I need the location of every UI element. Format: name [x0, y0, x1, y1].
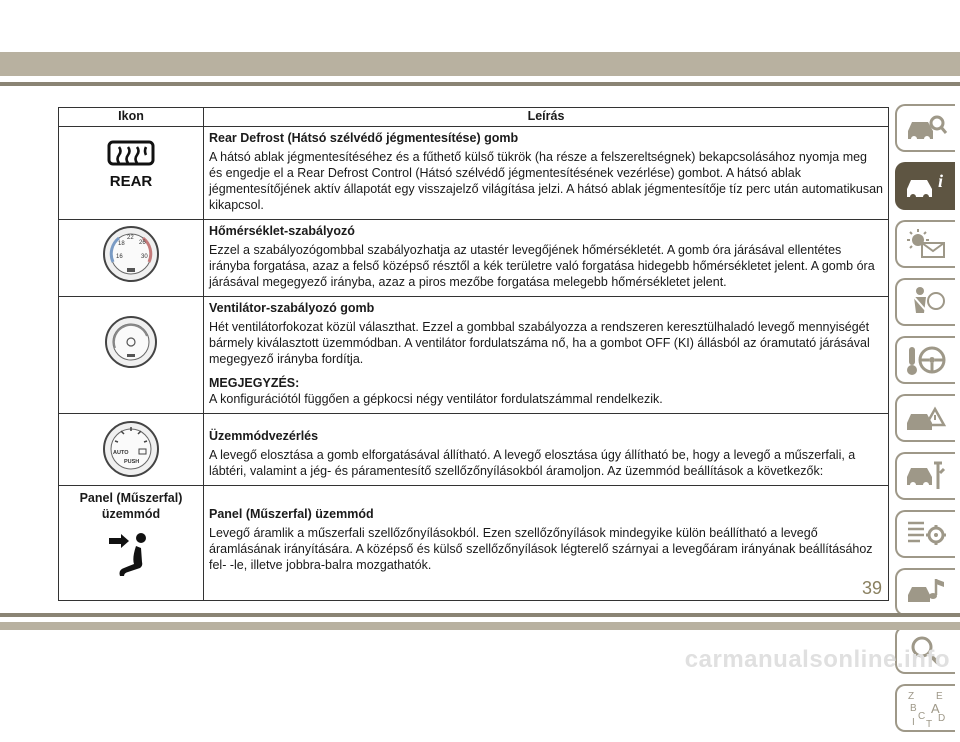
svg-text:D: D — [938, 713, 946, 724]
icon-cell — [59, 486, 204, 601]
icon-cell — [59, 127, 204, 220]
svg-text:C: C — [918, 711, 926, 722]
description-cell — [204, 297, 889, 414]
rear-icon-text: REAR — [109, 173, 153, 190]
chapter-tab[interactable] — [895, 510, 955, 558]
svg-text:I: I — [912, 717, 915, 727]
svg-text:26: 26 — [139, 240, 146, 246]
steering-key-icon — [904, 343, 948, 377]
car-service-tools-icon — [904, 459, 948, 493]
note-title: MEGJEGYZÉS: — [209, 376, 300, 390]
svg-text:i: i — [938, 171, 944, 191]
header-icon: Ikon — [59, 108, 204, 127]
description-cell — [204, 127, 889, 220]
watermark: carmanualsonline.info — [684, 646, 950, 673]
svg-text:B: B — [910, 703, 917, 714]
row-body: A levegő elosztása a gomb elforgatásával állítható. A levegő elosztása úgy állítható be, hogy a levegő a műszerfali, a lábtéri, valamint a jég- és páramentesítő szellőzőnyílásokból áramoljon. Az üzemmód beállítások a következők: — [209, 448, 856, 478]
row-body: A hátsó ablak jégmentesítéséhez és a fűthető külső tükrök (ha része a felszereltségnek) bekapcsolásához nyomja meg és engedje el a Rear Defrost Control (Hátsó szélvédő jégmentesítésének vezérlése) gombot. A hátsó ablak jégmentesítőjének aktív állapotát egy visszajelző világítása jelzi. A hátsó ablak jégmentesítője tíz perc után automatikusan kikapcsol. — [209, 150, 883, 212]
header-rule — [0, 82, 960, 86]
mode-knob-icon — [101, 419, 161, 479]
car-info-icon — [904, 169, 948, 203]
table-row — [59, 414, 889, 486]
description-cell — [204, 414, 889, 486]
chapter-tab[interactable] — [895, 104, 955, 152]
specifications-gear-icon — [904, 517, 948, 551]
svg-text:18: 18 — [118, 241, 125, 247]
seatbelt-airbag-icon — [904, 285, 948, 319]
temperature-knob-icon — [101, 224, 161, 284]
chapter-tab[interactable] — [895, 684, 955, 732]
table-row — [59, 127, 889, 220]
svg-text:PUSH: PUSH — [124, 459, 140, 465]
svg-text:30: 30 — [141, 254, 148, 260]
chapter-tab[interactable] — [895, 278, 955, 326]
controls-table — [58, 107, 889, 601]
table-row — [59, 297, 889, 414]
top-margin — [0, 0, 960, 52]
rear-defrost-icon — [101, 138, 161, 190]
row-title: Üzemmódvezérlés — [209, 429, 319, 443]
table-row — [59, 220, 889, 297]
row-body: Ezzel a szabályozógombbal szabályozhatja az utastér levegőjének hőmérsékletét. A gomb óra járásával ellentétes irányba forgatása, azaz a felső középső résztől a kék területre való forgatása hidegebb hőmérsékletet jelent. A gomb óra járásával megegyező irányba, azaz a piros mezőbe forgatása melegebb hőmérsékletet jelent. — [209, 243, 875, 289]
chapter-tab[interactable] — [895, 162, 955, 210]
chapter-tab[interactable] — [895, 452, 955, 500]
warning-lights-icon — [904, 227, 948, 261]
alphabet-index-icon — [904, 689, 948, 727]
car-breakdown-icon — [904, 401, 948, 435]
panel-mode-caption: Panel (Műszerfal) üzemmód — [79, 491, 183, 521]
chapter-tab[interactable] — [895, 568, 955, 616]
row-body: Levegő áramlik a műszerfali szellőzőnyílásokból. Ezen szellőzőnyílások mindegyike külön beállítható a levegő áramlásának irányítására. A középső és külső szellőzőnyílások légterelő szárnyai a levegőáram irányának beállításához fel- -le, illetve jobbra-balra mozgathatók. — [209, 526, 873, 572]
table-row — [59, 486, 889, 601]
header-band — [0, 52, 960, 76]
header-description: Leírás — [204, 108, 889, 127]
footer-band — [0, 622, 960, 630]
page-number: 39 — [862, 578, 883, 598]
table-header-row — [59, 108, 889, 127]
multimedia-music-icon — [904, 575, 948, 609]
svg-text:E: E — [936, 691, 943, 702]
description-cell — [204, 486, 889, 601]
row-title: Hőmérséklet-szabályozó — [209, 224, 355, 238]
chapter-tab[interactable] — [895, 336, 955, 384]
car-search-icon — [904, 111, 948, 145]
note-body: A konfigurációtól függően a gépkocsi négy ventilátor fordulatszámmal rendelkezik. — [209, 392, 663, 406]
footer-rule — [0, 613, 960, 617]
svg-text:AUTO: AUTO — [113, 450, 129, 456]
svg-text:16: 16 — [116, 254, 123, 260]
description-cell — [204, 220, 889, 297]
chapter-tab[interactable] — [895, 394, 955, 442]
svg-text:Z: Z — [908, 691, 915, 702]
chapter-tab[interactable] — [895, 220, 955, 268]
svg-text:22: 22 — [127, 235, 134, 241]
row-title: Panel (Műszerfal) üzemmód — [209, 507, 374, 521]
icon-cell — [59, 414, 204, 486]
row-title: Rear Defrost (Hátsó szélvédő jégmentesítése) gomb — [209, 131, 519, 145]
svg-text:T: T — [926, 719, 933, 727]
row-title: Ventilátor-szabályozó gomb — [209, 301, 375, 315]
icon-cell — [59, 297, 204, 414]
svg-text:A: A — [931, 701, 940, 716]
row-body: Hét ventilátorfokozat közül választhat. Ezzel a gombbal szabályozza a rendszeren keresztülhaladó levegő mennyiségét bármely kiválasztott üzemmódban. A ventilátor fordulatszáma nő, ha a gombot OFF (KI) állásból az óramutató járásával megegyező irányba fordítja. — [209, 320, 870, 366]
panel-mode-icon — [103, 530, 159, 578]
fan-knob-icon — [103, 314, 159, 370]
icon-cell — [59, 220, 204, 297]
